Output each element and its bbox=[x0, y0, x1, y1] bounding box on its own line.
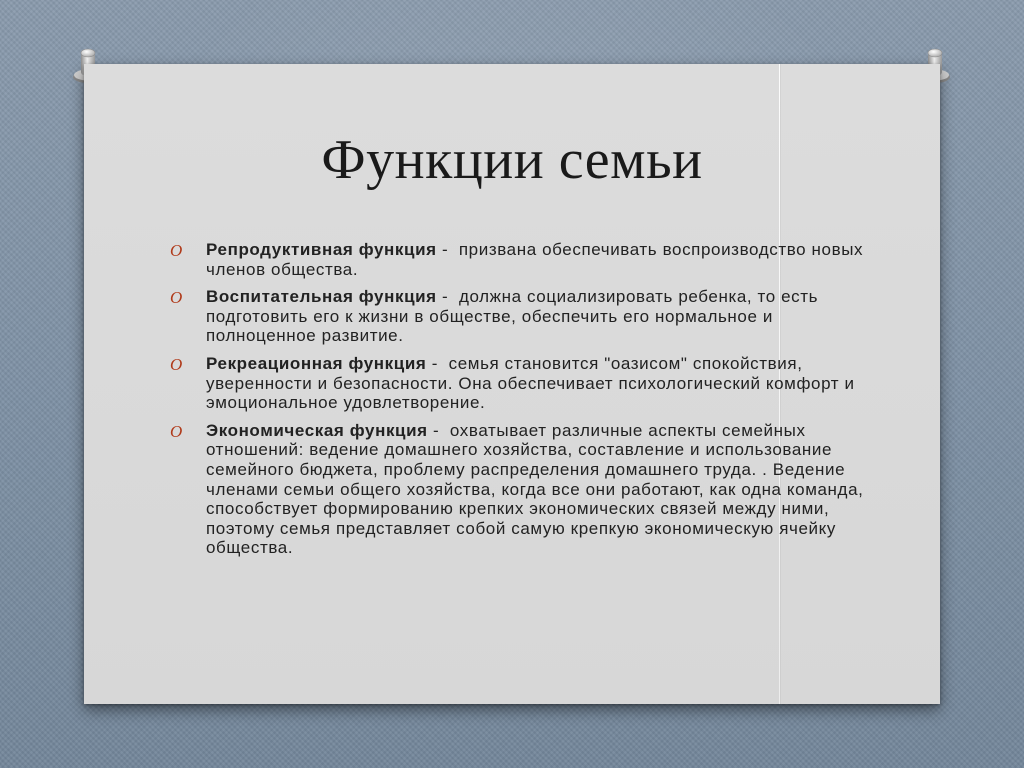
bullet-item-reproductive bbox=[170, 240, 870, 279]
bullet-term: Экономическая функция bbox=[206, 420, 428, 440]
bullet-term: Рекреационная функция bbox=[206, 353, 427, 373]
bullet-item-recreational bbox=[170, 354, 870, 413]
bullet-separator: - bbox=[426, 353, 449, 373]
bullet-item-educational bbox=[170, 287, 870, 346]
bullet-marker-icon: O bbox=[170, 354, 183, 374]
bullet-text: охватывает различные аспекты семейных отношений: ведение домашнего хозяйства, составление и использование семейного бюджета, проблему распределения домашнего труда. . Ведение членами семьи общего хозяйства, когда все они работают, как одна команда, способствует формированию крепких экономических связей между ними, поэтому семья представляет собой самую крепкую экономическую ячейку общества. bbox=[206, 420, 864, 558]
bullet-separator: - bbox=[436, 240, 459, 259]
bullet-list bbox=[170, 240, 870, 566]
bullet-text: призвана обеспечивать воспроизводство новых членов общества. bbox=[206, 240, 864, 279]
bullet-separator: - bbox=[427, 420, 450, 440]
bullet-term: Воспитательная функция bbox=[206, 287, 437, 307]
slide-title: Функции семьи bbox=[321, 129, 703, 191]
bullet-term: Репродуктивная функция bbox=[206, 240, 437, 259]
bullet-text: должна социализировать ребенка, то есть подготовить его к жизни в обществе, обеспечить его нормальное и полноценное развитие. bbox=[206, 287, 819, 346]
bullet-item-economic bbox=[170, 421, 870, 558]
bullet-marker-icon: O bbox=[170, 241, 183, 260]
bullet-marker-icon: O bbox=[170, 288, 183, 308]
bullet-marker-icon: O bbox=[170, 421, 183, 441]
bullet-separator: - bbox=[436, 287, 459, 307]
bullet-text: семья становится "оазисом" спокойствия, уверенности и безопасности. Она обеспечивает психологический комфорт и эмоциональное удовлетворение. bbox=[206, 353, 855, 413]
